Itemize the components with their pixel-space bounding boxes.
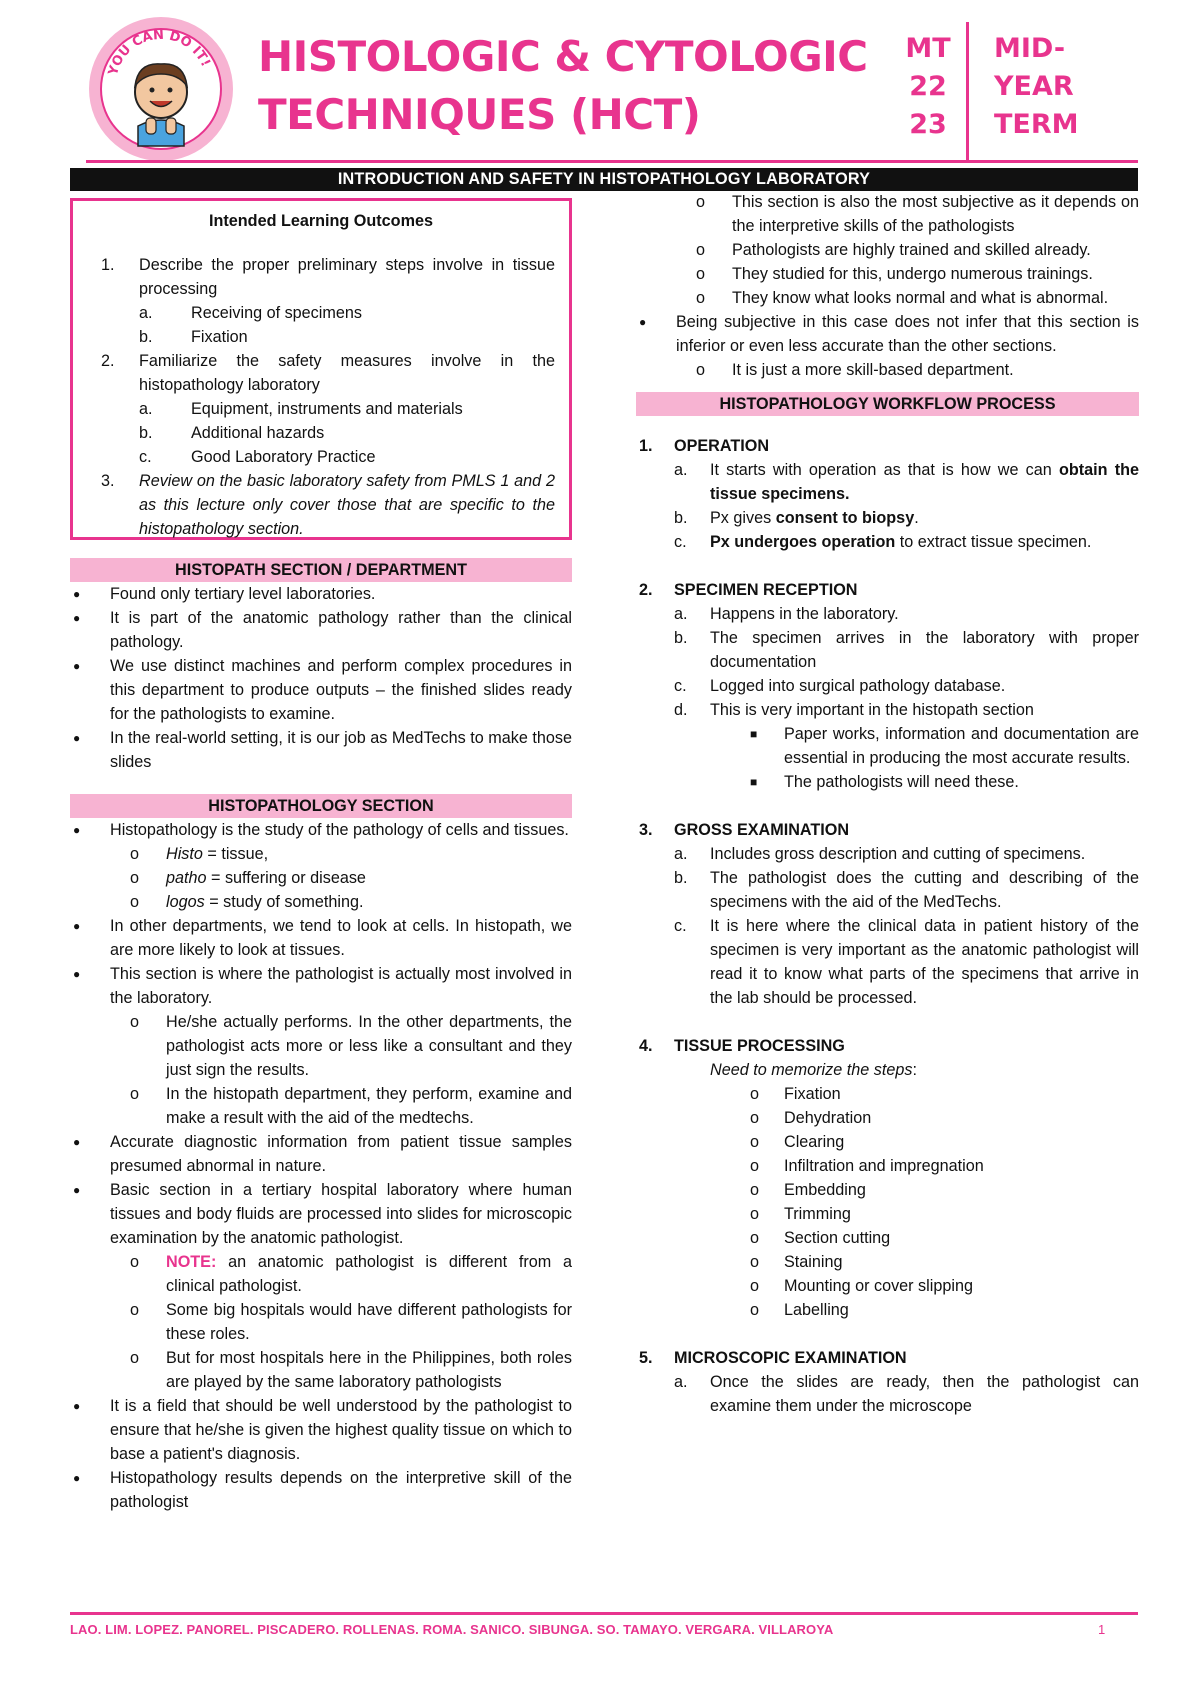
term: Histo	[166, 845, 203, 863]
process-step	[636, 1178, 1139, 1202]
step-title: OPERATION	[674, 437, 770, 455]
bullet-text: It is a field that should be well understood by the pathologist to ensure that he/she is given the highest quality tissue on which to base a patient's diagnosis.	[110, 1397, 572, 1463]
item-letter: a.	[674, 461, 688, 479]
sub-bullet-text: Pathologists are highly trained and skilled already.	[732, 241, 1091, 259]
bullet-text: In other departments, we tend to look at cells. In histopath, we are more likely to look at tissues.	[110, 917, 572, 959]
page-number: 1	[1098, 1622, 1106, 1637]
item-text: Includes gross description and cutting of specimens.	[710, 845, 1086, 863]
bullet-icon: ●	[73, 1135, 81, 1149]
bullet-text: Basic section in a tertiary hospital laboratory where human tissues and body fluids are processed into slides for microscopic examination by the anatomic pathologist.	[110, 1181, 572, 1247]
bullet-item	[70, 726, 572, 774]
outcome-list	[87, 253, 555, 541]
mt-line-2: 22	[909, 71, 947, 102]
bullet-icon: ●	[73, 1399, 81, 1413]
sub-bullet-item	[70, 1010, 572, 1082]
definition: = study of something.	[204, 893, 364, 911]
outcome-subitem	[139, 301, 555, 325]
circle-bullet-icon: o	[750, 1253, 760, 1271]
square-bullet-icon: ■	[750, 775, 758, 789]
sub-bullet-text: In the histopath department, they perform, examine and make a result with the aid of the medtechs.	[166, 1085, 572, 1127]
learning-outcomes-title: Intended Learning Outcomes	[209, 212, 433, 230]
term-label	[994, 30, 1079, 144]
bullet-icon: ●	[73, 587, 81, 601]
item-text: It starts with operation as that is how we can	[710, 461, 1059, 479]
mt-line-1: MT	[905, 33, 951, 64]
footer-authors: LAO. LIM. LOPEZ. PANOREL. PISCADERO. ROLLENAS. ROMA. SANICO. SIBUNGA. SO. TAMAYO. VERGARA. VILLAROYA	[70, 1622, 834, 1637]
step-number: 4.	[639, 1037, 653, 1055]
outcome-number: 1.	[101, 256, 115, 274]
outcome-item	[87, 253, 555, 349]
sub-bullet-item	[70, 1250, 572, 1298]
sub-bullet-item	[70, 866, 572, 890]
step-title: TISSUE PROCESSING	[674, 1037, 845, 1055]
step-heading-gross-examination	[636, 818, 1139, 842]
bullet-text: This section is where the pathologist is actually most involved in the laboratory.	[110, 965, 572, 1007]
item-letter: a.	[674, 1373, 688, 1391]
item-letter: b.	[674, 629, 688, 647]
subitem-letter: b.	[139, 328, 153, 346]
sub-item-text: Paper works, information and documentation are essential in producing the most accurate results.	[784, 725, 1139, 767]
bullet-item	[70, 654, 572, 726]
subitem-letter: a.	[139, 400, 153, 418]
bullet-item	[70, 582, 572, 606]
circle-bullet-icon: o	[696, 193, 706, 211]
bullet-icon: ●	[73, 1471, 81, 1485]
sub-bullet-item	[636, 286, 1139, 310]
circle-bullet-icon: o	[696, 289, 706, 307]
step-heading-specimen-reception	[636, 578, 1139, 602]
bullet-text: Being subjective in this case does not infer that this section is inferior or even less accurate than the other sections.	[676, 313, 1139, 355]
process-step-text: Trimming	[784, 1205, 851, 1223]
item-text: The specimen arrives in the laboratory with proper documentation	[710, 629, 1139, 671]
section-heading-dept: HISTOPATH SECTION / DEPARTMENT	[70, 558, 572, 582]
sub-bullet-item	[636, 358, 1139, 382]
item-letter: c.	[674, 677, 687, 695]
definition: = suffering or disease	[206, 869, 366, 887]
circle-bullet-icon: o	[750, 1157, 760, 1175]
bullet-icon: ●	[73, 659, 81, 673]
sub-bullet-text: They know what looks normal and what is abnormal.	[732, 289, 1109, 307]
step-number: 5.	[639, 1349, 653, 1367]
bullet-item	[70, 962, 572, 1010]
outcome-text: Describe the proper preliminary steps involve in tissue processing	[139, 256, 555, 298]
step-title: SPECIMEN RECEPTION	[674, 581, 858, 599]
page-header	[0, 0, 1200, 160]
sub-bullet-item	[636, 262, 1139, 286]
step-number: 2.	[639, 581, 653, 599]
process-step	[636, 1082, 1139, 1106]
subitem-text: Receiving of specimens	[191, 304, 362, 322]
bullet-text: Accurate diagnostic information from patient tissue samples presumed abnormal in nature.	[110, 1133, 572, 1175]
step-item	[636, 1370, 1139, 1418]
sub-bullet-text: This section is also the most subjective as it depends on the interpretive skills of the pathologists	[732, 193, 1139, 235]
left-column	[70, 198, 572, 1514]
sub-bullet-item	[70, 1298, 572, 1346]
process-step	[636, 1106, 1139, 1130]
item-text: Px gives	[710, 509, 776, 527]
bullet-icon: ●	[73, 1183, 81, 1197]
step-title: MICROSCOPIC EXAMINATION	[674, 1349, 907, 1367]
process-step	[636, 1298, 1139, 1322]
process-step-text: Fixation	[784, 1085, 841, 1103]
step-item	[636, 626, 1139, 674]
circle-bullet-icon: o	[130, 845, 140, 863]
sub-item-text: The pathologists will need these.	[784, 773, 1019, 791]
sub-bullet-item	[70, 890, 572, 914]
circle-bullet-icon: o	[750, 1181, 760, 1199]
circle-bullet-icon: o	[750, 1301, 760, 1319]
definition: = tissue,	[202, 845, 269, 863]
header-divider	[966, 22, 969, 162]
item-letter: a.	[674, 605, 688, 623]
term-line-2: YEAR	[994, 71, 1074, 102]
sub-bullet-item	[70, 1346, 572, 1394]
subitem-text: Fixation	[191, 328, 248, 346]
step-heading-microscopic-examination	[636, 1346, 1139, 1370]
process-step-text: Staining	[784, 1253, 843, 1271]
circle-bullet-icon: o	[130, 893, 140, 911]
process-step-text: Mounting or cover slipping	[784, 1277, 973, 1295]
subitem-letter: a.	[139, 304, 153, 322]
bullet-icon: ●	[73, 823, 81, 837]
step-item	[636, 530, 1139, 554]
outcome-subitem	[139, 421, 555, 445]
item-letter: b.	[674, 509, 688, 527]
subitem-text: Additional hazards	[191, 424, 325, 442]
bullet-icon: ●	[73, 611, 81, 625]
step-item	[636, 458, 1139, 506]
circle-bullet-icon: o	[750, 1085, 760, 1103]
term-line-1: MID-	[994, 33, 1066, 64]
outcome-text: Review on the basic laboratory safety from PMLS 1 and 2 as this lecture only cover those that are specific to the histopathology section.	[139, 472, 555, 538]
bullet-icon: ●	[639, 315, 647, 329]
circle-bullet-icon: o	[750, 1109, 760, 1127]
outcome-subitem	[139, 325, 555, 349]
bullet-icon: ●	[73, 731, 81, 745]
bullet-text: Histopathology results depends on the interpretive skill of the pathologist	[110, 1469, 572, 1511]
outcome-item	[87, 349, 555, 469]
sub-bullet-item	[70, 1082, 572, 1130]
circle-bullet-icon: o	[750, 1205, 760, 1223]
subitem-text: Good Laboratory Practice	[191, 448, 376, 466]
outcome-text: Familiarize the safety measures involve in the histopathology laboratory	[139, 352, 555, 394]
subitem-letter: b.	[139, 424, 153, 442]
process-step-text: Infiltration and impregnation	[784, 1157, 984, 1175]
bullet-text: In the real-world setting, it is our job as MedTechs to make those slides	[110, 729, 572, 771]
sub-bullet-text: It is just a more skill-based department.	[732, 361, 1014, 379]
sub-bullet-text: But for most hospitals here in the Philippines, both roles are played by the same laboratory pathologists	[166, 1349, 572, 1391]
step-item	[636, 506, 1139, 530]
circle-bullet-icon: o	[130, 1085, 140, 1103]
bullet-item	[70, 1394, 572, 1466]
circle-bullet-icon: o	[130, 1349, 140, 1367]
topic-banner: INTRODUCTION AND SAFETY IN HISTOPATHOLOGY LABORATORY	[70, 168, 1138, 191]
process-step	[636, 1154, 1139, 1178]
sub-bullet-item	[636, 238, 1139, 262]
process-step	[636, 1130, 1139, 1154]
section-heading-histopathology: HISTOPATHOLOGY SECTION	[70, 794, 572, 818]
sub-bullet-item	[636, 190, 1139, 238]
step-title: GROSS EXAMINATION	[674, 821, 850, 839]
step-item	[636, 602, 1139, 626]
step-item	[636, 698, 1139, 722]
process-step	[636, 1226, 1139, 1250]
process-step-text: Dehydration	[784, 1109, 872, 1127]
item-text: Logged into surgical pathology database.	[710, 677, 1006, 695]
item-text: It is here where the clinical data in patient history of the specimen is very important as the anatomic pathologist will read it to know what parts of the specimens that arrive in the lab should be processed.	[710, 917, 1139, 1007]
item-letter: b.	[674, 869, 688, 887]
bullet-text: It is part of the anatomic pathology rather than the clinical pathology.	[110, 609, 572, 651]
bullet-item	[70, 818, 572, 842]
mascot-logo	[86, 14, 236, 164]
mt-line-3: 23	[909, 109, 947, 140]
bullet-text: Histopathology is the study of the pathology of cells and tissues.	[110, 821, 569, 839]
section-heading-workflow: HISTOPATHOLOGY WORKFLOW PROCESS	[636, 392, 1139, 416]
square-bullet-icon: ■	[750, 727, 758, 741]
item-text: to extract tissue specimen.	[895, 533, 1092, 551]
right-column	[636, 190, 1139, 1418]
square-bullet-item	[636, 770, 1139, 794]
circle-bullet-icon: o	[696, 241, 706, 259]
outcome-item	[87, 469, 555, 541]
step-intro: Need to memorize the steps:	[710, 1061, 917, 1079]
process-step-text: Embedding	[784, 1181, 866, 1199]
intro-text: Need to memorize the steps	[710, 1061, 913, 1079]
circle-bullet-icon: o	[750, 1133, 760, 1151]
subitem-letter: c.	[139, 448, 152, 466]
circle-bullet-icon: o	[130, 869, 140, 887]
item-emphasis: Px undergoes operation	[710, 533, 896, 551]
circle-bullet-icon: o	[696, 265, 706, 283]
item-letter: c.	[674, 533, 687, 551]
sub-bullet-text: Some big hospitals would have different pathologists for these roles.	[166, 1301, 572, 1343]
item-emphasis: obtain the tissue specimens.	[710, 461, 1139, 503]
subitem-text: Equipment, instruments and materials	[191, 400, 463, 418]
step-number: 3.	[639, 821, 653, 839]
title-line-1: HISTOLOGIC & CYTOLOGIC	[258, 32, 868, 81]
outcome-number: 3.	[101, 472, 115, 490]
process-step	[636, 1274, 1139, 1298]
item-letter: d.	[674, 701, 688, 719]
bullet-icon: ●	[73, 967, 81, 981]
footer-rule	[70, 1612, 1138, 1615]
item-emphasis: consent to biopsy	[775, 509, 915, 527]
bullet-icon: ●	[73, 919, 81, 933]
circle-bullet-icon: o	[750, 1277, 760, 1295]
process-step	[636, 1202, 1139, 1226]
mt-label	[904, 30, 952, 144]
square-bullet-item	[636, 722, 1139, 770]
bullet-text: We use distinct machines and perform complex procedures in this department to produce outputs – the finished slides ready for the pathologists to examine.	[110, 657, 572, 723]
bullet-text: Found only tertiary level laboratories.	[110, 585, 376, 603]
sub-bullet-item	[70, 842, 572, 866]
item-text: Happens in the laboratory.	[710, 605, 899, 623]
circle-bullet-icon: o	[130, 1301, 140, 1319]
item-text: This is very important in the histopath section	[710, 701, 1034, 719]
step-number: 1.	[639, 437, 653, 455]
step-item	[636, 674, 1139, 698]
process-step	[636, 1250, 1139, 1274]
item-text-end: .	[914, 509, 919, 527]
outcome-subitem	[139, 397, 555, 421]
bullet-item	[70, 1178, 572, 1250]
step-item	[636, 866, 1139, 914]
circle-bullet-icon: o	[130, 1253, 140, 1271]
item-letter: c.	[674, 917, 687, 935]
term: patho	[166, 869, 207, 887]
circle-bullet-icon: o	[130, 1013, 140, 1031]
bullet-item	[70, 606, 572, 654]
item-text: The pathologist does the cutting and describing of the specimens with the aid of the MedTechs.	[710, 869, 1139, 911]
sub-bullet-text: They studied for this, undergo numerous trainings.	[732, 265, 1093, 283]
header-rule	[86, 160, 1138, 163]
title-line-2: TECHNIQUES (HCT)	[258, 90, 701, 139]
process-step-text: Labelling	[784, 1301, 849, 1319]
step-item	[636, 842, 1139, 866]
step-item	[636, 914, 1139, 1010]
outcome-subitem	[139, 445, 555, 469]
sub-bullet-text: He/she actually performs. In the other departments, the pathologist acts more or less like a consultant and they just sign the results.	[166, 1013, 572, 1079]
learning-outcomes-box	[70, 198, 572, 540]
bullet-item	[70, 1130, 572, 1178]
process-step-text: Clearing	[784, 1133, 845, 1151]
step-heading-tissue-processing	[636, 1034, 1139, 1058]
circle-bullet-icon: o	[750, 1229, 760, 1247]
bullet-item	[70, 914, 572, 962]
bullet-item	[70, 1466, 572, 1514]
item-letter: a.	[674, 845, 688, 863]
note-text: an anatomic pathologist is different from a clinical pathologist.	[166, 1253, 572, 1295]
term: logos	[166, 893, 205, 911]
step-heading-operation	[636, 434, 1139, 458]
item-text: Once the slides are ready, then the pathologist can examine them under the microscope	[710, 1373, 1139, 1415]
term-line-3: TERM	[994, 109, 1079, 140]
outcome-number: 2.	[101, 352, 115, 370]
circle-bullet-icon: o	[696, 361, 706, 379]
process-step-text: Section cutting	[784, 1229, 891, 1247]
document-title	[258, 28, 868, 144]
logo-text: YOU CAN DO IT!	[105, 27, 213, 78]
bullet-item	[636, 310, 1139, 358]
note-label: NOTE:	[166, 1253, 217, 1271]
